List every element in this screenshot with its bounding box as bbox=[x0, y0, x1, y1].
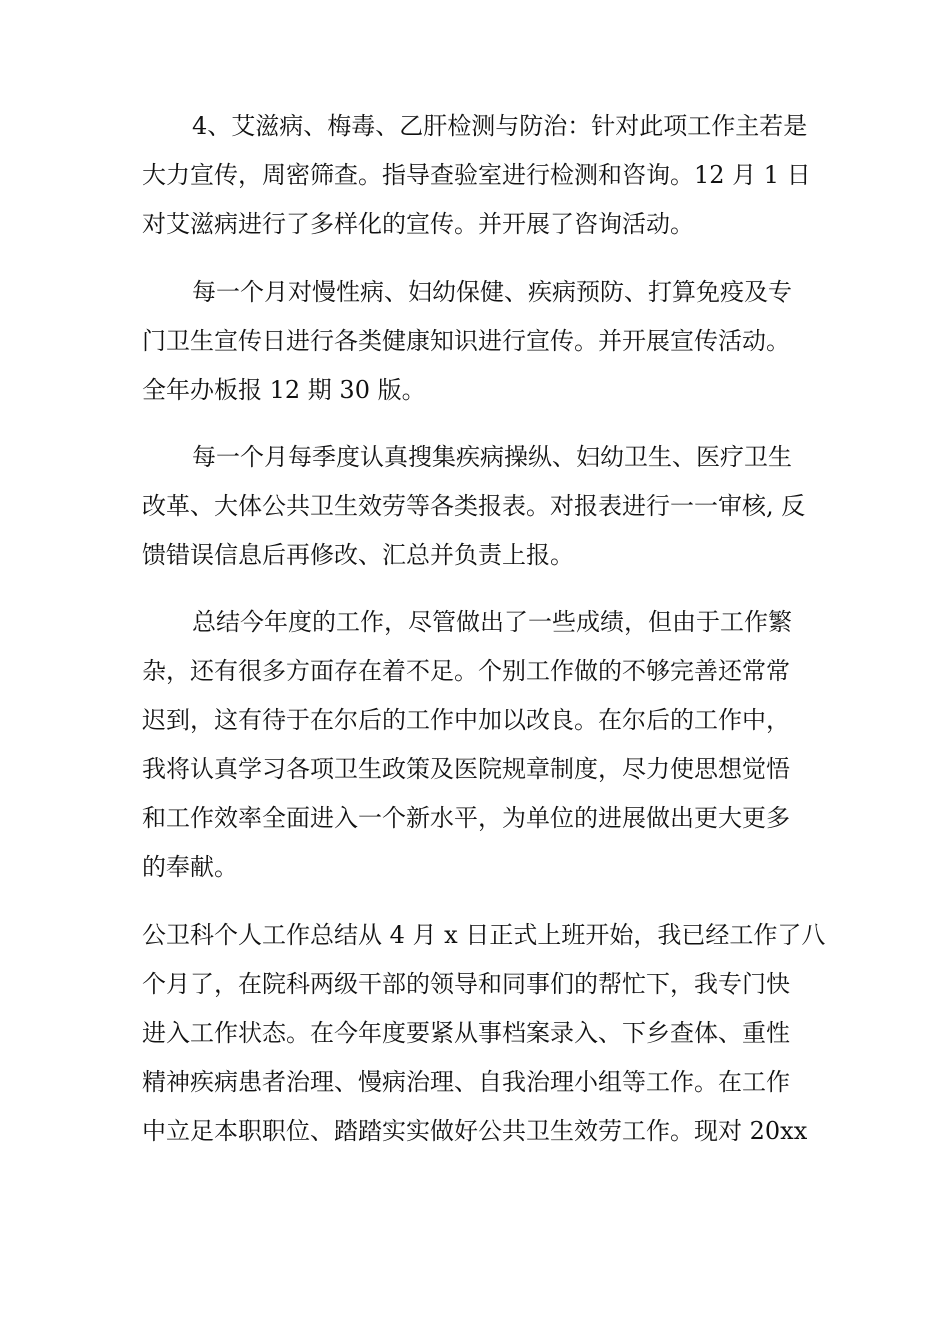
text-line: 改革、大体公共卫生效劳等各类报表。对报表进行一一审核, 反 bbox=[142, 492, 806, 520]
text-line: 总结今年度的工作，尽管做出了一些成绩，但由于工作繁 bbox=[192, 608, 792, 636]
text-line: 的奉献。 bbox=[142, 853, 238, 881]
text-line: 精神疾病患者治理、慢病治理、自我治理小组等工作。在工作 bbox=[142, 1068, 790, 1096]
text-line: 迟到，这有待于在尔后的工作中加以改良。在尔后的工作中， bbox=[142, 706, 790, 734]
text-line: 我将认真学习各项卫生政策及医院规章制度，尽力使思想觉悟 bbox=[142, 755, 790, 783]
paragraph-public-health-summary bbox=[142, 911, 826, 1156]
text-line: 4、艾滋病、梅毒、乙肝检测与防治：针对此项工作主若是 bbox=[192, 112, 808, 140]
text-line: 每一个月对慢性病、妇幼保健、疾病预防、打算免疫及专 bbox=[192, 278, 792, 306]
text-line: 对艾滋病进行了多样化的宣传。并开展了咨询活动。 bbox=[142, 210, 694, 238]
paragraph-reports bbox=[142, 433, 822, 580]
paragraph-health-promotion bbox=[142, 268, 822, 415]
text-line: 公卫科个人工作总结从 4 月 x 日正式上班开始，我已经工作了八 bbox=[142, 921, 826, 949]
text-line: 和工作效率全面进入一个新水平，为单位的进展做出更大更多 bbox=[142, 804, 790, 832]
text-line: 进入工作状态。在今年度要紧从事档案录入、下乡查体、重性 bbox=[142, 1019, 790, 1047]
text-line: 杂，还有很多方面存在着不足。个别工作做的不够完善还常常 bbox=[142, 657, 790, 685]
text-line: 中立足本职职位、踏踏实实做好公共卫生效劳工作。现对 20xx bbox=[142, 1117, 808, 1145]
text-line: 大力宣传，周密筛查。指导查验室进行检测和咨询。12 月 1 日 bbox=[142, 161, 811, 189]
text-line: 门卫生宣传日进行各类健康知识进行宣传。并开展宣传活动。 bbox=[142, 327, 790, 355]
paragraph-aids-testing bbox=[142, 102, 822, 249]
paragraph-summary bbox=[142, 598, 822, 892]
text-line: 个月了，在院科两级干部的领导和同事们的帮忙下，我专门快 bbox=[142, 970, 790, 998]
text-line: 每一个月每季度认真搜集疾病操纵、妇幼卫生、医疗卫生 bbox=[192, 443, 792, 471]
text-line: 馈错误信息后再修改、汇总并负责上报。 bbox=[142, 541, 574, 569]
text-line: 全年办板报 12 期 30 版。 bbox=[142, 376, 426, 404]
